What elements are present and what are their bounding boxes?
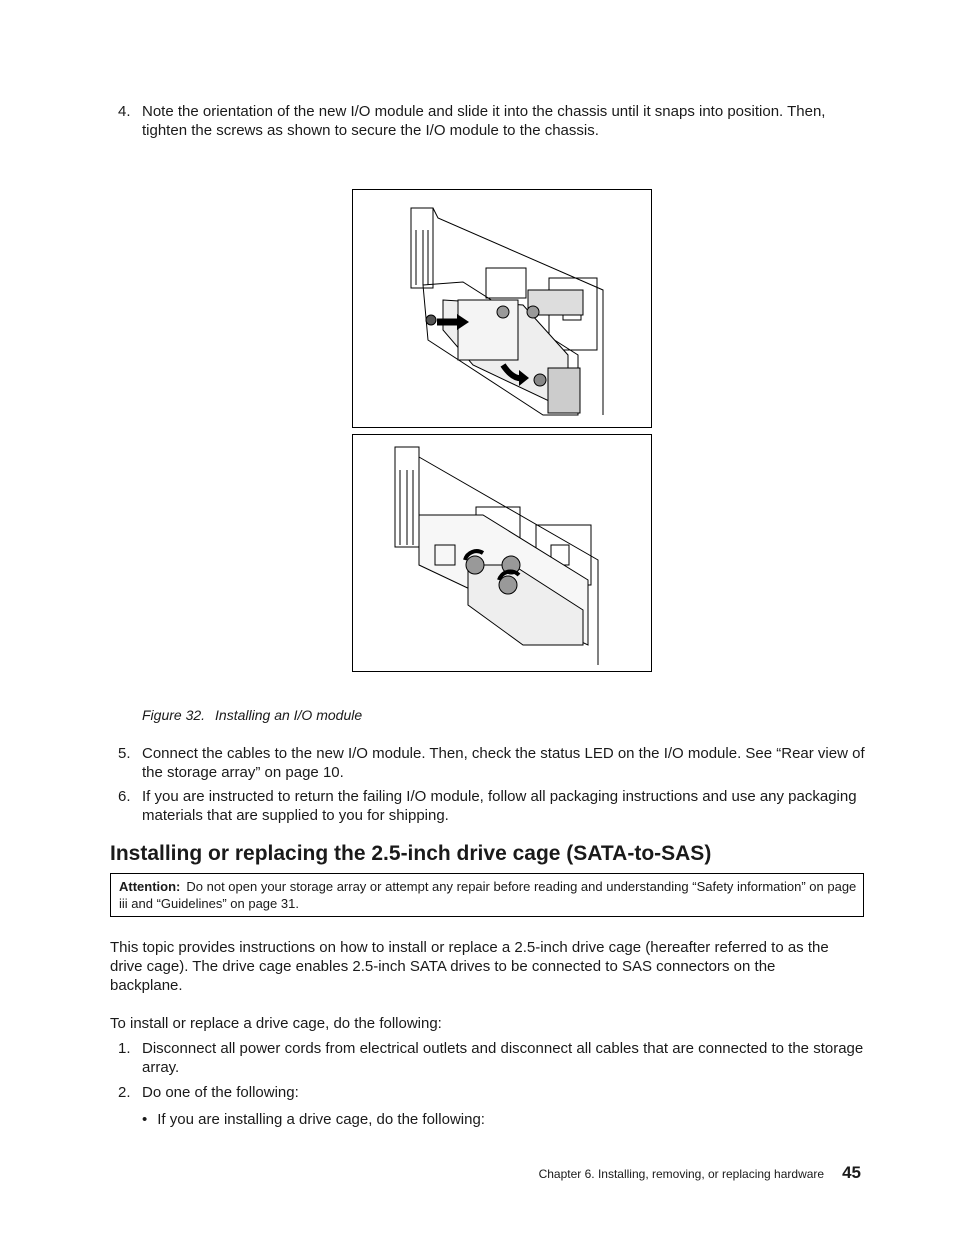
step-text: Note the orientation of the new I/O module and slide it into the chassis until it snaps into position. Then, tighten the screws as shown to secure the I/O module to the chassis. <box>142 103 826 139</box>
step-6 <box>118 787 868 825</box>
step-5 <box>118 744 868 782</box>
step-text: Connect the cables to the new I/O module. Then, check the status LED on the I/O module. See “Rear view of the storage array” on page 10. <box>142 745 865 781</box>
attention-box <box>110 873 864 917</box>
section-heading: Installing or replacing the 2.5-inch drive cage (SATA-to-SAS) <box>110 842 712 865</box>
step-number: 4. <box>118 103 131 120</box>
intro-paragraph: This topic provides instructions on how to install or replace a 2.5-inch drive cage (hereafter referred to as the drive cage). The drive cage enables 2.5-inch SATA drives to be connected to SAS connectors on the backplane. <box>110 939 829 994</box>
figure-panel-top <box>352 189 652 428</box>
figure-label: Figure 32. <box>142 707 206 723</box>
step-4 <box>118 102 868 140</box>
io-module-screws-illustration <box>353 435 651 671</box>
bullet-mark: • <box>142 1111 148 1128</box>
step-1 <box>118 1039 868 1077</box>
attention-text: Do not open your storage array or attempt any repair before reading and understanding “Safety information” on page iii and “Guidelines” on page 31. <box>119 879 857 911</box>
footer-chapter: Chapter 6. Installing, removing, or replacing hardware <box>538 1167 825 1181</box>
bullet-text: If you are installing a drive cage, do the following: <box>157 1111 485 1128</box>
step-text: Do one of the following: <box>142 1084 299 1101</box>
step-number: 5. <box>118 745 131 762</box>
step-number: 2. <box>118 1084 131 1101</box>
step-2 <box>118 1083 868 1102</box>
io-module-insert-illustration <box>353 190 651 427</box>
figure-caption-text: Installing an I/O module <box>215 707 363 723</box>
page-footer <box>539 1163 861 1183</box>
step-number: 1. <box>118 1040 131 1057</box>
bullet-item <box>142 1110 485 1129</box>
step-text: If you are instructed to return the failing I/O module, follow all packaging instructions and use any packaging materials that are supplied to you for shipping. <box>142 788 857 824</box>
step-number: 6. <box>118 788 131 805</box>
attention-label: Attention: <box>119 879 181 894</box>
step-text: Disconnect all power cords from electrical outlets and disconnect all cables that are connected to the storage array. <box>142 1040 864 1076</box>
page-number: 45 <box>842 1163 861 1182</box>
figure-caption <box>142 707 362 723</box>
lead-paragraph: To install or replace a drive cage, do the following: <box>110 1015 442 1032</box>
figure-panel-bottom <box>352 434 652 672</box>
